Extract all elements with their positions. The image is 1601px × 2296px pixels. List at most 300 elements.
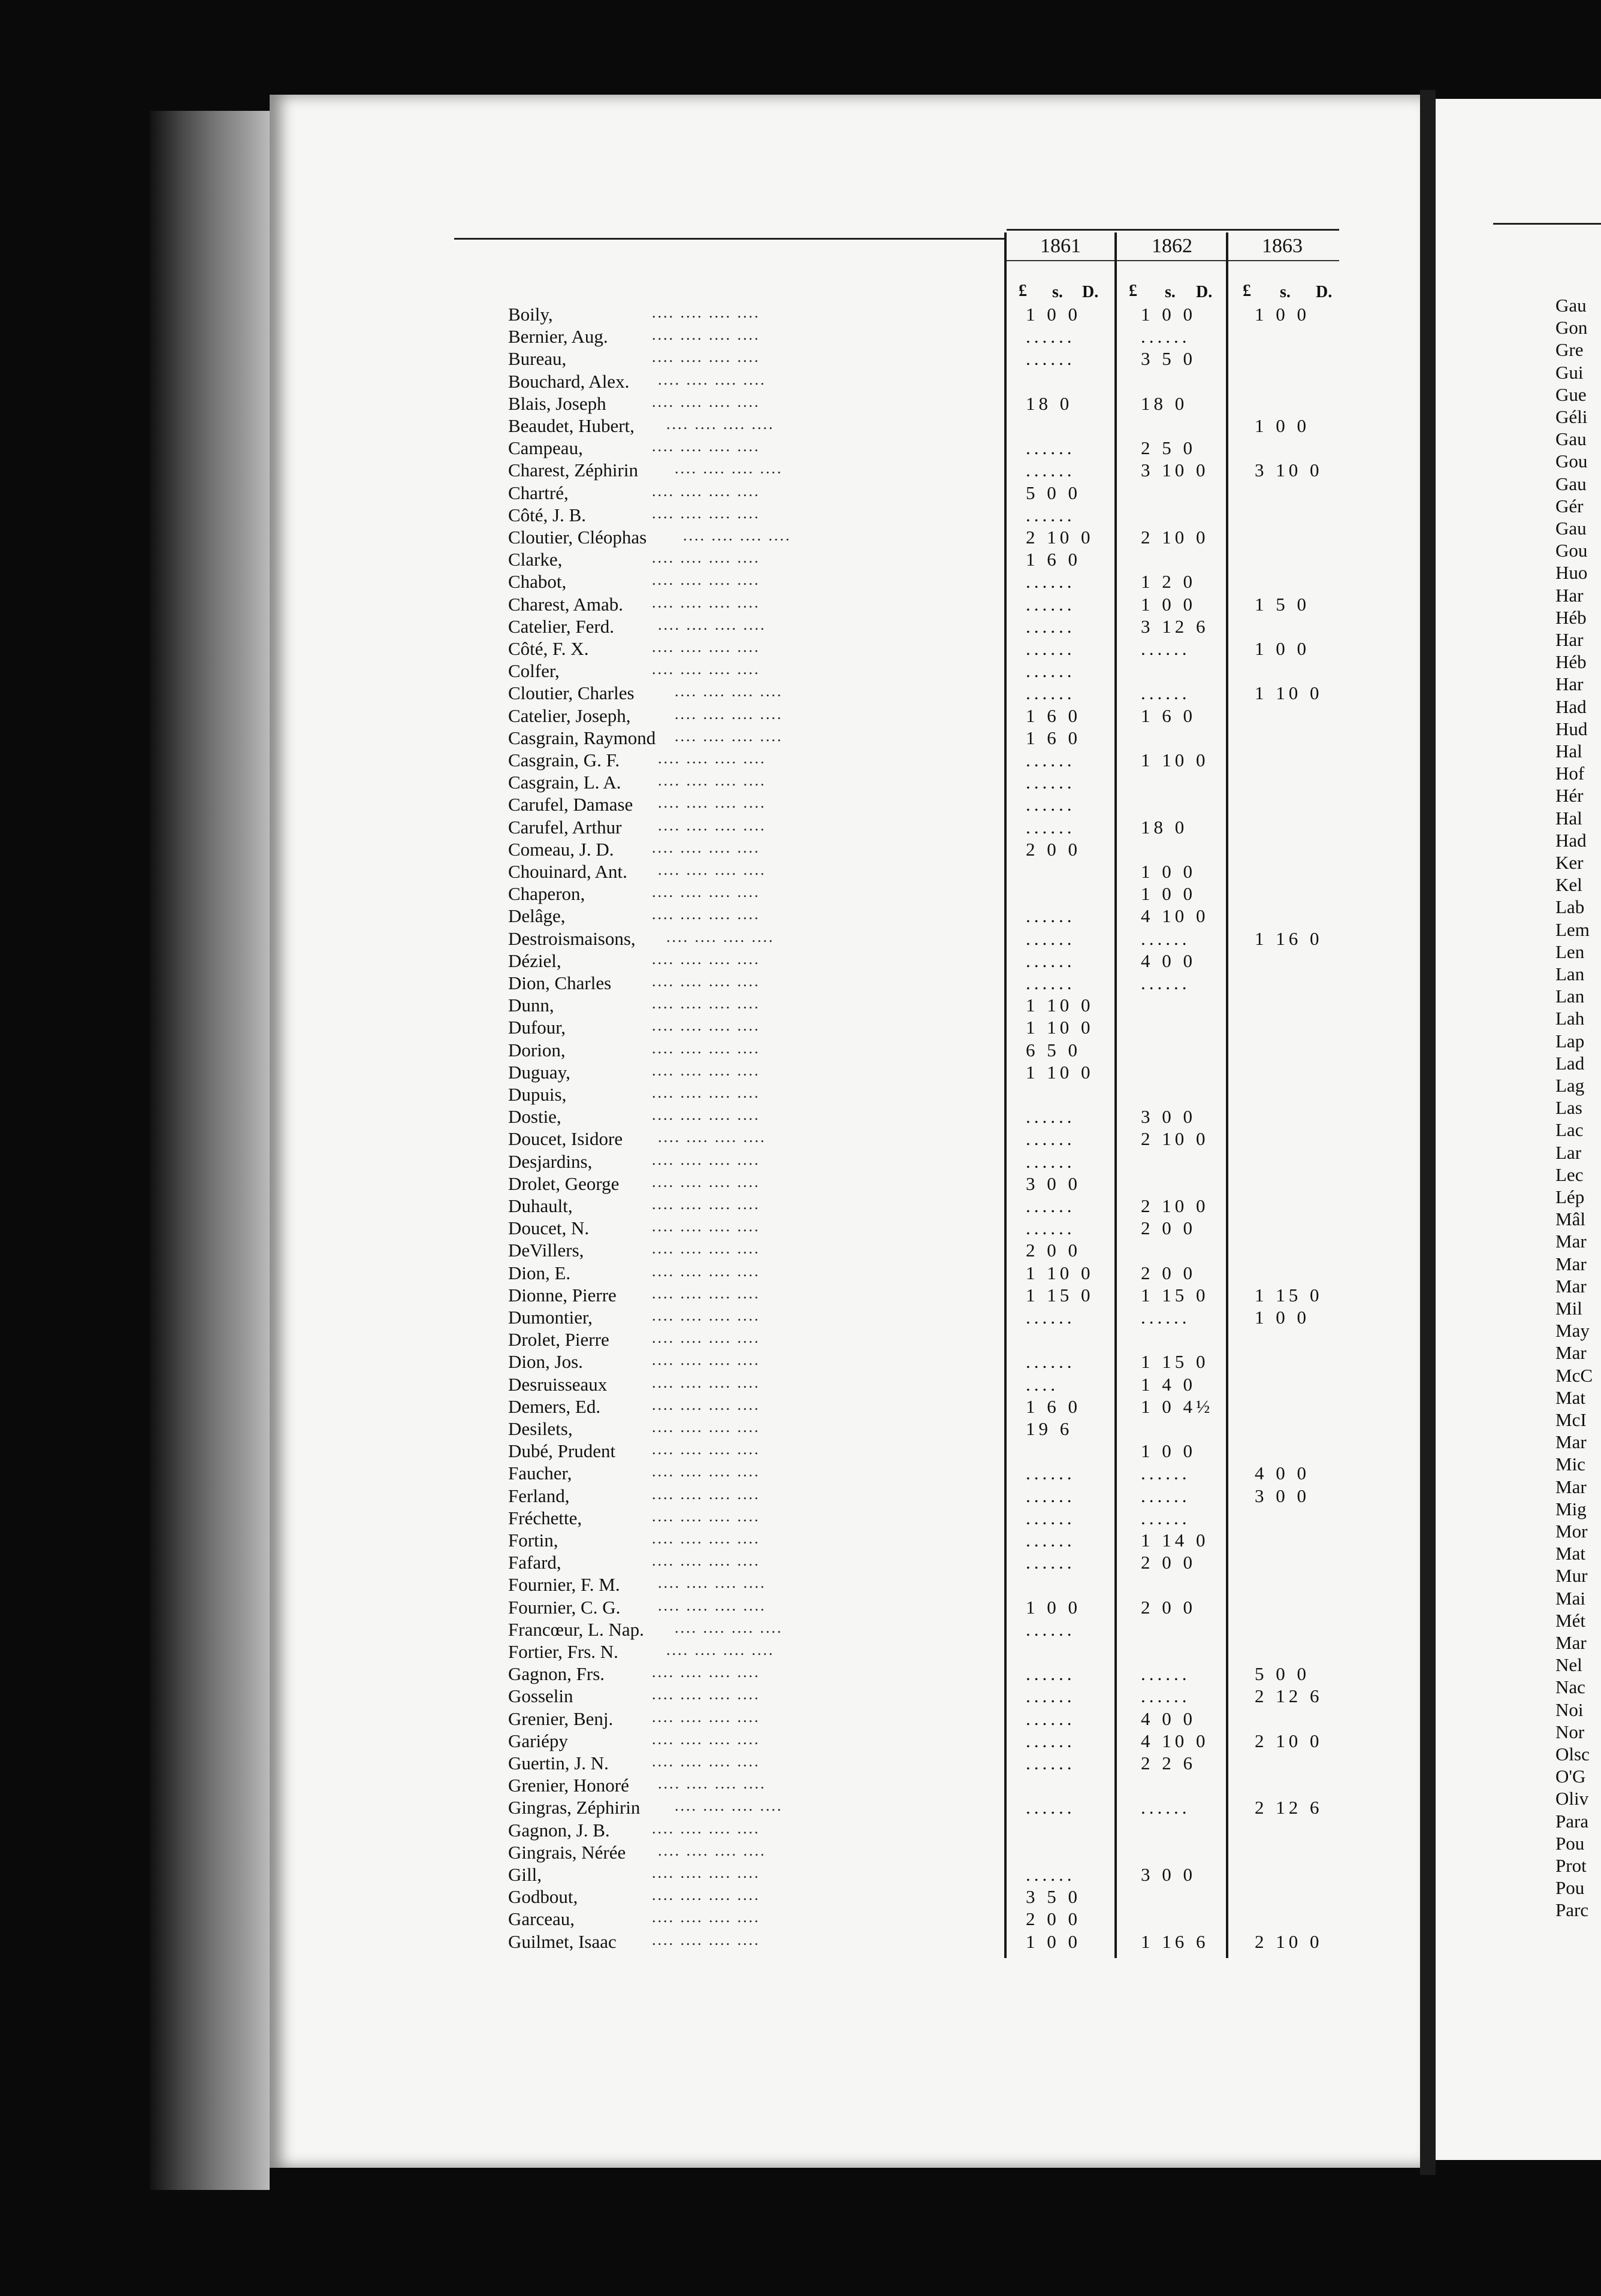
dot-leader: .... .... .... .... bbox=[652, 1908, 760, 1926]
subscriber-name: Bureau, bbox=[508, 348, 567, 370]
amount-1862: 1 0 0 bbox=[1141, 593, 1196, 615]
dot-leader: .... .... .... .... bbox=[652, 593, 760, 611]
dot-leader: .... .... .... .... bbox=[652, 1262, 760, 1280]
amount-1862: 3 0 0 bbox=[1141, 1106, 1196, 1128]
subscriber-name: Dupuis, bbox=[508, 1084, 567, 1105]
ledger-row bbox=[508, 526, 1359, 548]
subscriber-name: Dion, E. bbox=[508, 1262, 571, 1283]
ledger-row bbox=[508, 1796, 1359, 1818]
subscriber-name: Garceau, bbox=[508, 1908, 575, 1930]
amount-1862: ...... bbox=[1141, 1485, 1191, 1506]
subscriber-name: Carufel, Arthur bbox=[508, 816, 622, 838]
dot-leader: .... .... .... .... bbox=[652, 950, 760, 968]
facing-page-name-fragment: Lac bbox=[1555, 1119, 1584, 1141]
facing-page-name-fragment: Gau bbox=[1555, 518, 1587, 539]
amount-1861: ...... bbox=[1026, 326, 1076, 348]
amount-1863: 2 10 0 bbox=[1255, 1931, 1323, 1952]
amount-1863: 1 0 0 bbox=[1255, 638, 1310, 659]
amount-1862: 1 0 0 bbox=[1141, 883, 1196, 905]
amount-1861: ...... bbox=[1026, 682, 1076, 704]
subscriber-name: Gagnon, Frs. bbox=[508, 1663, 605, 1685]
amount-1861: ...... bbox=[1026, 1530, 1076, 1551]
amount-1861: 1 0 0 bbox=[1026, 1596, 1081, 1618]
subscriber-name: Grenier, Honoré bbox=[508, 1775, 629, 1796]
ledger-row bbox=[508, 1284, 1359, 1306]
dot-leader: .... .... .... .... bbox=[675, 1618, 783, 1636]
amount-1861: 1 6 0 bbox=[1026, 727, 1081, 748]
dot-leader: .... .... .... .... bbox=[652, 326, 760, 344]
ledger-row bbox=[508, 1306, 1359, 1328]
amount-1863: 1 0 0 bbox=[1255, 415, 1310, 436]
amount-1861: ...... bbox=[1026, 1618, 1076, 1640]
amount-1861: ...... bbox=[1026, 1730, 1076, 1751]
facing-page-name-fragment: Lah bbox=[1555, 1008, 1585, 1029]
amount-1861: 1 10 0 bbox=[1026, 1017, 1094, 1038]
dot-leader: .... .... .... .... bbox=[652, 392, 760, 410]
ledger-row bbox=[508, 682, 1359, 704]
facing-page-name-fragment: Har bbox=[1555, 673, 1584, 695]
dot-leader: .... .... .... .... bbox=[652, 1284, 760, 1302]
ledger-row bbox=[508, 1819, 1359, 1841]
subscriber-name: Duguay, bbox=[508, 1061, 570, 1083]
subscriber-name: Ferland, bbox=[508, 1485, 570, 1506]
subscriber-name: Blais, Joseph bbox=[508, 392, 606, 414]
ledger-row bbox=[508, 1173, 1359, 1195]
ledger-row bbox=[508, 1507, 1359, 1529]
facing-page-name-fragment: Gou bbox=[1555, 540, 1588, 561]
amount-1862: ...... bbox=[1141, 326, 1191, 348]
subscriber-name: Delâge, bbox=[508, 905, 566, 927]
facing-page-name-fragment: Had bbox=[1555, 829, 1587, 851]
facing-page-name-fragment: Las bbox=[1555, 1097, 1582, 1119]
ledger-row bbox=[508, 1931, 1359, 1953]
facing-page-name-fragment: Mar bbox=[1555, 1231, 1587, 1252]
subscriber-name: Casgrain, L. A. bbox=[508, 772, 621, 793]
facing-page-name-fragment: Héb bbox=[1555, 606, 1587, 628]
amount-1862: 1 6 0 bbox=[1141, 705, 1196, 726]
dot-leader: .... .... .... .... bbox=[658, 750, 766, 767]
amount-1862: 1 15 0 bbox=[1141, 1284, 1209, 1306]
subscriber-name: Godbout, bbox=[508, 1886, 578, 1908]
amount-1862: ...... bbox=[1141, 1663, 1191, 1685]
amount-1862: 1 2 0 bbox=[1141, 571, 1196, 593]
ledger-row bbox=[508, 1841, 1359, 1863]
facing-page-name-fragment: Olsc bbox=[1555, 1744, 1590, 1765]
dot-leader: .... .... .... .... bbox=[652, 905, 760, 923]
facing-page-name-fragment: Mor bbox=[1555, 1521, 1588, 1542]
ledger-row bbox=[508, 504, 1359, 526]
subscriber-name: DeVillers, bbox=[508, 1240, 584, 1261]
dot-leader: .... .... .... .... bbox=[652, 1373, 760, 1391]
dot-leader: .... .... .... .... bbox=[652, 571, 760, 589]
ledger-row bbox=[508, 1262, 1359, 1284]
subscriber-name: Comeau, J. D. bbox=[508, 838, 614, 860]
dot-leader: .... .... .... .... bbox=[652, 1507, 760, 1525]
subscriber-name: Fournier, F. M. bbox=[508, 1574, 620, 1596]
amount-1862: 2 10 0 bbox=[1141, 1195, 1209, 1216]
facing-page-name-fragment: Mar bbox=[1555, 1253, 1587, 1274]
amount-1861: 2 0 0 bbox=[1026, 1240, 1081, 1261]
ledger-row bbox=[508, 883, 1359, 905]
dot-leader: .... .... .... .... bbox=[658, 1128, 766, 1146]
facing-page-name-fragment: Lab bbox=[1555, 896, 1585, 918]
amount-1863: 5 0 0 bbox=[1255, 1663, 1310, 1685]
ledger-row bbox=[508, 1886, 1359, 1908]
amount-1862: 2 2 6 bbox=[1141, 1753, 1196, 1774]
ledger-row bbox=[508, 615, 1359, 638]
amount-1861: ...... bbox=[1026, 1128, 1076, 1150]
amount-1861: 19 6 bbox=[1026, 1418, 1073, 1439]
amount-1863: 1 0 0 bbox=[1255, 1307, 1310, 1328]
amount-1861: ...... bbox=[1026, 638, 1076, 659]
ledger-row bbox=[508, 303, 1359, 325]
amount-1862: 3 5 0 bbox=[1141, 348, 1196, 370]
dot-leader: .... .... .... .... bbox=[675, 682, 783, 700]
amount-1862: ...... bbox=[1141, 928, 1191, 949]
amount-1862: 1 0 4½ bbox=[1141, 1395, 1214, 1417]
subscriber-name: Carufel, Damase bbox=[508, 794, 633, 815]
header-rule-right bbox=[1007, 229, 1339, 231]
facing-page-name-fragment: Mar bbox=[1555, 1342, 1587, 1364]
dot-leader: .... .... .... .... bbox=[675, 460, 783, 478]
amount-1863: 1 16 0 bbox=[1255, 928, 1323, 949]
subscriber-name: Doucet, N. bbox=[508, 1218, 590, 1239]
amount-1863: 4 0 0 bbox=[1255, 1463, 1310, 1484]
ledger-row bbox=[508, 638, 1359, 660]
amount-1861: 2 10 0 bbox=[1026, 527, 1094, 548]
dot-leader: .... .... .... .... bbox=[652, 549, 760, 567]
subscriber-name: Charest, Amab. bbox=[508, 593, 623, 615]
amount-1862: 2 0 0 bbox=[1141, 1262, 1196, 1283]
facing-page-name-fragment: Prot bbox=[1555, 1855, 1587, 1876]
subscriber-name: Desjardins, bbox=[508, 1150, 593, 1172]
ledger-row bbox=[508, 771, 1359, 793]
ledger-row bbox=[508, 1618, 1359, 1641]
facing-page-name-fragment: Hér bbox=[1555, 785, 1584, 806]
amount-1861: 3 0 0 bbox=[1026, 1173, 1081, 1194]
dot-leader: .... .... .... .... bbox=[652, 304, 760, 321]
dot-leader: .... .... .... .... bbox=[652, 1418, 760, 1436]
amount-1862: 3 12 6 bbox=[1141, 615, 1209, 637]
subscriber-name: Côté, J. B. bbox=[508, 504, 587, 525]
facing-page-name-fragment: Mil bbox=[1555, 1298, 1582, 1319]
facing-page-name-fragment: Gui bbox=[1555, 361, 1584, 383]
amount-1862: 1 0 0 bbox=[1141, 304, 1196, 325]
amount-1861: 1 6 0 bbox=[1026, 1395, 1081, 1417]
subscriber-name: Chaperon, bbox=[508, 883, 585, 905]
unit-pence-1862: D. bbox=[1196, 283, 1213, 301]
amount-1861: 1 10 0 bbox=[1026, 995, 1094, 1016]
amount-1861: ...... bbox=[1026, 750, 1076, 771]
amount-1861: ...... bbox=[1026, 1864, 1076, 1885]
facing-page-name-fragment: Lép bbox=[1555, 1186, 1585, 1207]
amount-1861: ...... bbox=[1026, 1351, 1076, 1373]
amount-1861: ...... bbox=[1026, 348, 1076, 370]
ledger-row bbox=[508, 1039, 1359, 1061]
dot-leader: .... .... .... .... bbox=[652, 1307, 760, 1324]
amount-1861: ...... bbox=[1026, 615, 1076, 637]
dot-leader: .... .... .... .... bbox=[658, 794, 766, 812]
ledger-row bbox=[508, 1373, 1359, 1395]
dot-leader: .... .... .... .... bbox=[652, 1061, 760, 1079]
amount-1862: 3 10 0 bbox=[1141, 460, 1209, 481]
dot-leader: .... .... .... .... bbox=[675, 727, 783, 745]
facing-page-name-fragment: Mar bbox=[1555, 1275, 1587, 1297]
dot-leader: .... .... .... .... bbox=[652, 1552, 760, 1570]
facing-page-name-fragment: Gau bbox=[1555, 428, 1587, 450]
amount-1862: ...... bbox=[1141, 1307, 1191, 1328]
subscriber-name: Destroismaisons, bbox=[508, 928, 636, 949]
subscriber-name: Desilets, bbox=[508, 1418, 573, 1439]
subscriber-name: Dion, Charles bbox=[508, 972, 612, 993]
dot-leader: .... .... .... .... bbox=[652, 482, 760, 500]
ledger-row bbox=[508, 1105, 1359, 1128]
amount-1863: 1 10 0 bbox=[1255, 682, 1323, 704]
facing-page-name-fragment: Lap bbox=[1555, 1030, 1585, 1052]
dot-leader: .... .... .... .... bbox=[652, 638, 760, 655]
dot-leader: .... .... .... .... bbox=[652, 1218, 760, 1235]
ledger-row bbox=[508, 1596, 1359, 1618]
facing-page-name-fragment: Oliv bbox=[1555, 1788, 1589, 1809]
dot-leader: .... .... .... .... bbox=[658, 1775, 766, 1793]
subscriber-name: Beaudet, Hubert, bbox=[508, 415, 635, 436]
ledger-row bbox=[508, 1440, 1359, 1462]
ledger-row bbox=[508, 1863, 1359, 1886]
facing-page-name-fragment: Mét bbox=[1555, 1609, 1585, 1631]
ledger-row bbox=[508, 727, 1359, 749]
facing-page-name-fragment: Mig bbox=[1555, 1498, 1587, 1519]
dot-leader: .... .... .... .... bbox=[652, 1017, 760, 1035]
ledger-row bbox=[508, 860, 1359, 883]
ledger-row bbox=[508, 1016, 1359, 1038]
facing-page-name-fragment: Hal bbox=[1555, 741, 1582, 762]
amount-1862: 2 0 0 bbox=[1141, 1218, 1196, 1239]
year-header-1861: 1861 bbox=[1040, 235, 1081, 257]
amount-1861: ...... bbox=[1026, 1463, 1076, 1484]
subscriber-name: Dion, Jos. bbox=[508, 1351, 583, 1373]
dot-leader: .... .... .... .... bbox=[675, 1797, 783, 1815]
amount-1862: 4 10 0 bbox=[1141, 1730, 1209, 1751]
subscriber-name: Bouchard, Alex. bbox=[508, 370, 630, 392]
facing-page-name-fragment: Lag bbox=[1555, 1075, 1585, 1096]
ledger-row bbox=[508, 994, 1359, 1016]
facing-page-name-fragment: Géli bbox=[1555, 406, 1588, 427]
amount-1862: 4 10 0 bbox=[1141, 905, 1209, 927]
dot-leader: .... .... .... .... bbox=[652, 1351, 760, 1369]
dot-leader: .... .... .... .... bbox=[658, 1841, 766, 1859]
unit-pound-1861: £ bbox=[1019, 282, 1027, 300]
ledger-row bbox=[508, 1328, 1359, 1351]
amount-1861: .... bbox=[1026, 1373, 1059, 1395]
subscriber-name: Gill, bbox=[508, 1864, 542, 1885]
amount-1863: 2 12 6 bbox=[1255, 1797, 1323, 1818]
unit-pence-1861: D. bbox=[1082, 283, 1099, 301]
subscriber-name: Dubé, Prudent bbox=[508, 1440, 616, 1462]
ledger-row bbox=[508, 482, 1359, 504]
subscriber-name: Dumontier, bbox=[508, 1307, 593, 1328]
amount-1862: ...... bbox=[1141, 1685, 1191, 1707]
dot-leader: .... .... .... .... bbox=[658, 772, 766, 790]
subscriber-name: Drolet, Pierre bbox=[508, 1329, 609, 1351]
facing-page-name-fragment: Noi bbox=[1555, 1699, 1584, 1720]
dot-leader: .... .... .... .... bbox=[652, 1173, 760, 1191]
book-spine-edge bbox=[150, 111, 270, 2190]
amount-1861: 18 0 bbox=[1026, 392, 1073, 414]
subscriber-name: Chabot, bbox=[508, 571, 567, 593]
amount-1861: ...... bbox=[1026, 1753, 1076, 1774]
ledger-row bbox=[508, 1908, 1359, 1930]
facing-page-name-fragment: Lar bbox=[1555, 1141, 1582, 1163]
amount-1861: ...... bbox=[1026, 1485, 1076, 1506]
amount-1862: ...... bbox=[1141, 682, 1191, 704]
dot-leader: .... .... .... .... bbox=[666, 415, 775, 433]
unit-shilling-1862: s. bbox=[1165, 283, 1176, 301]
amount-1861: ...... bbox=[1026, 1797, 1076, 1818]
unit-shilling-1863: s. bbox=[1280, 283, 1291, 301]
amount-1861: 1 15 0 bbox=[1026, 1284, 1094, 1306]
dot-leader: .... .... .... .... bbox=[658, 615, 766, 633]
subscriber-name: Gagnon, J. B. bbox=[508, 1819, 610, 1841]
subscriber-name: Casgrain, Raymond bbox=[508, 727, 656, 748]
amount-1862: 2 5 0 bbox=[1141, 437, 1196, 459]
facing-page-name-fragment: Lem bbox=[1555, 919, 1590, 940]
amount-1861: ...... bbox=[1026, 950, 1076, 971]
subscriber-name: Charest, Zéphirin bbox=[508, 460, 638, 481]
amount-1862: 1 0 0 bbox=[1141, 1440, 1196, 1462]
amount-1863: 1 0 0 bbox=[1255, 304, 1310, 325]
amount-1861: 1 6 0 bbox=[1026, 549, 1081, 570]
subscriber-name: Fréchette, bbox=[508, 1507, 582, 1528]
amount-1862: ...... bbox=[1141, 1797, 1191, 1818]
ledger-row bbox=[508, 570, 1359, 593]
amount-1861: ...... bbox=[1026, 772, 1076, 793]
amount-1861: ...... bbox=[1026, 972, 1076, 993]
facing-page-name-fragment: Mar bbox=[1555, 1632, 1587, 1653]
amount-1861: 3 5 0 bbox=[1026, 1886, 1081, 1908]
dot-leader: .... .... .... .... bbox=[652, 660, 760, 678]
ledger-row bbox=[508, 1730, 1359, 1752]
subscriber-name: Boily, bbox=[508, 304, 553, 325]
facing-page-name-fragment: Mat bbox=[1555, 1386, 1585, 1408]
amount-1861: ...... bbox=[1026, 1663, 1076, 1685]
ledger-row bbox=[508, 1641, 1359, 1663]
subscriber-name: Catelier, Joseph, bbox=[508, 705, 631, 726]
dot-leader: .... .... .... .... bbox=[652, 1931, 760, 1948]
ledger-row bbox=[508, 1573, 1359, 1596]
dot-leader: .... .... .... .... bbox=[652, 1240, 760, 1258]
ledger-row bbox=[508, 660, 1359, 682]
ledger-row bbox=[508, 1752, 1359, 1774]
dot-leader: .... .... .... .... bbox=[652, 1485, 760, 1503]
amount-1861: 1 6 0 bbox=[1026, 705, 1081, 726]
header-rule-left bbox=[454, 238, 1005, 240]
dot-leader: .... .... .... .... bbox=[652, 1663, 760, 1681]
facing-page-name-fragment: Gue bbox=[1555, 383, 1587, 405]
facing-page-name-fragment: Gau bbox=[1555, 295, 1587, 316]
subscriber-name: Déziel, bbox=[508, 950, 561, 971]
facing-page-name-fragment: Nor bbox=[1555, 1721, 1585, 1742]
facing-page-name-fragment: Had bbox=[1555, 696, 1587, 717]
amount-1862: 4 0 0 bbox=[1141, 1708, 1196, 1729]
ledger-row bbox=[508, 459, 1359, 481]
facing-page-name-fragment: Pou bbox=[1555, 1877, 1585, 1899]
ledger-row bbox=[508, 1395, 1359, 1418]
ledger-row bbox=[508, 816, 1359, 838]
dot-leader: .... .... .... .... bbox=[652, 1329, 760, 1347]
amount-1861: ...... bbox=[1026, 816, 1076, 838]
facing-page-name-fragment: Nac bbox=[1555, 1676, 1585, 1698]
amount-1861: ...... bbox=[1026, 1507, 1076, 1528]
amount-1861: ...... bbox=[1026, 571, 1076, 593]
ledger-row bbox=[508, 1128, 1359, 1150]
dot-leader: .... .... .... .... bbox=[652, 1463, 760, 1481]
amount-1861: 2 0 0 bbox=[1026, 1908, 1081, 1930]
ledger-row bbox=[508, 1061, 1359, 1083]
amount-1862: 1 10 0 bbox=[1141, 750, 1209, 771]
ledger-row bbox=[508, 1083, 1359, 1105]
facing-page-name-fragment: Kel bbox=[1555, 874, 1582, 896]
subscriber-name: Dionne, Pierre bbox=[508, 1284, 617, 1306]
amount-1861: ...... bbox=[1026, 437, 1076, 459]
dot-leader: .... .... .... .... bbox=[652, 838, 760, 856]
subscriber-name: Gingras, Zéphirin bbox=[508, 1797, 641, 1818]
ledger-row bbox=[508, 793, 1359, 815]
amount-1861: 2 0 0 bbox=[1026, 838, 1081, 860]
amount-1861: ...... bbox=[1026, 928, 1076, 949]
facing-page-name-fragment: Lad bbox=[1555, 1052, 1585, 1074]
year-header-1862: 1862 bbox=[1152, 235, 1192, 257]
dot-leader: .... .... .... .... bbox=[652, 1150, 760, 1168]
subscriber-name: Dostie, bbox=[508, 1106, 561, 1128]
dot-leader: .... .... .... .... bbox=[652, 1530, 760, 1547]
facing-page-name-fragment: O'G bbox=[1555, 1766, 1586, 1787]
subscriber-name: Fafard, bbox=[508, 1552, 561, 1573]
amount-1862: ...... bbox=[1141, 1507, 1191, 1528]
ledger-row bbox=[508, 928, 1359, 950]
amount-1861: 6 5 0 bbox=[1026, 1039, 1081, 1061]
facing-page-name-fragment: Har bbox=[1555, 629, 1584, 650]
facing-page-name-fragment: Mar bbox=[1555, 1431, 1587, 1453]
facing-page-name-fragment: Gon bbox=[1555, 317, 1588, 339]
ledger-row bbox=[508, 1685, 1359, 1707]
subscriber-name: Guertin, J. N. bbox=[508, 1753, 609, 1774]
dot-leader: .... .... .... .... bbox=[652, 1753, 760, 1770]
subscriber-name: Clarke, bbox=[508, 549, 563, 570]
subscriber-name: Fournier, C. G. bbox=[508, 1596, 621, 1618]
dot-leader: .... .... .... .... bbox=[652, 348, 760, 366]
amount-1861: ...... bbox=[1026, 1552, 1076, 1573]
facing-page-name-fragment: May bbox=[1555, 1320, 1590, 1342]
ledger-row bbox=[508, 1529, 1359, 1551]
subscriber-name: Francœur, L. Nap. bbox=[508, 1618, 644, 1640]
amount-1861: ...... bbox=[1026, 1307, 1076, 1328]
subscriber-name: Drolet, George bbox=[508, 1173, 620, 1194]
amount-1861: ...... bbox=[1026, 1218, 1076, 1239]
ledger-row bbox=[508, 1551, 1359, 1573]
amount-1863: 1 15 0 bbox=[1255, 1284, 1323, 1306]
amount-1862: 1 0 0 bbox=[1141, 861, 1196, 882]
dot-leader: .... .... .... .... bbox=[652, 1708, 760, 1726]
subscriber-name: Chartré, bbox=[508, 482, 569, 503]
amount-1861: 1 10 0 bbox=[1026, 1061, 1094, 1083]
subscriber-name: Gariépy bbox=[508, 1730, 568, 1751]
facing-page-name-fragment: Len bbox=[1555, 941, 1585, 962]
subscriber-name: Dorion, bbox=[508, 1039, 566, 1061]
amount-1862: 3 0 0 bbox=[1141, 1864, 1196, 1885]
facing-page-name-fragment: McC bbox=[1555, 1364, 1593, 1386]
subscriber-name: Bernier, Aug. bbox=[508, 326, 608, 348]
dot-leader: .... .... .... .... bbox=[658, 816, 766, 834]
